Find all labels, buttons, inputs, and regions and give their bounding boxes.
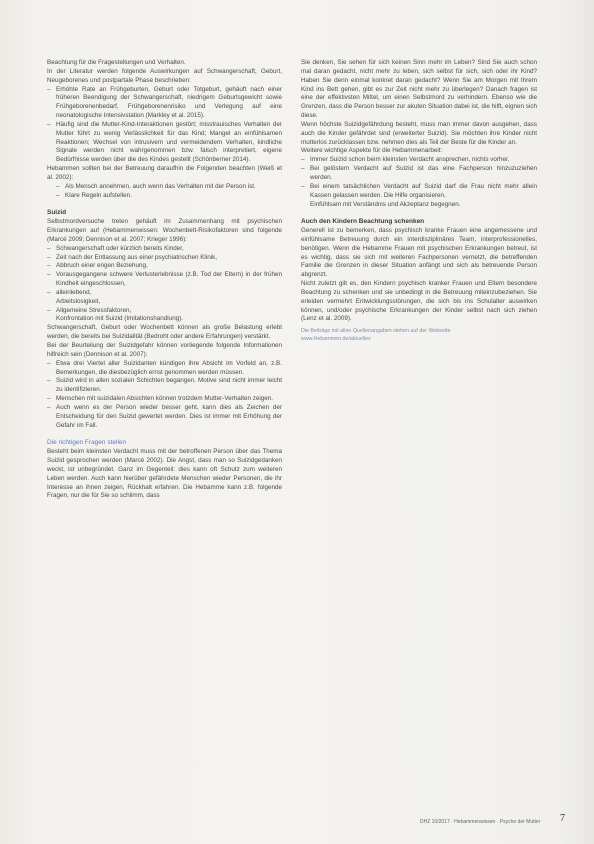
list-item: Arbeitslosigkeit, xyxy=(56,297,101,305)
list-item: – Schwangerschaft oder kürzlich bereits Kinder, xyxy=(47,245,282,254)
unclear-paragraph: Wenn höchste Suizidgefährdung besteht, muss man immer davon ausgehen, dass auch die Kinder gefährdet sind (erweiterter Suizid). Sie möchten ihre Kinder nicht mutterlos zurücklassen bzw. nehmen dies als Teil der Beste für die Kinder an. xyxy=(301,120,537,146)
suizid-intro: Selbstmordversuche treten gehäuft im Zusammenhang mit psychischen Erkrankungen auf (Hebammenwissen: Wochenbett-Risikofaktoren sind folgende (Marcé 2009; Dennison et al. 2007; Krieger 1996): xyxy=(47,218,282,243)
midwife-intro: Weitere wichtige Aspekte für die Hebammenarbeit: xyxy=(301,147,443,155)
assessment-list xyxy=(47,360,282,431)
list-item: Einfühlsam mit Verständnis und Akzeptanz begegnen. xyxy=(310,200,461,208)
list-item: Konfrontation mit Suizid (Imitationshandlung). xyxy=(56,315,184,323)
list-item: – Zeit nach der Entlassung aus einer psychiatrischen Klinik, xyxy=(47,254,282,263)
support-intro: Hebammen sollten bei der Betreuung daraufhin die Folgenden beachten (Weiß et al. 2002): xyxy=(47,165,282,181)
list-item: – Erhöhte Rate an Frühgeburten, Geburt oder Totgeburt, gehäuft nach einer früheren Beendigung der Schwangerschaft, niedrigem Geburtsgewicht sowie Frühgeborenenbedarf, Frühgeborenenrisiko und Verlegung auf eine neonatologische Intensivstation (Markley et al. 2015). xyxy=(47,86,282,121)
children-paragraph-2: Nicht zuletzt gilt es, den Kindern psychisch kranker Frauen und Eltern besondere Beachtung zu schenken und sie unbedingt in die Betreuung miteinzubeziehen. Sie erleiden vermehrt Entwicklungsstörungen, die sich bis ins Schulalter auswirken können, und/oder psychische Erkrankungen der Kinder selbst nach sich ziehen (Lenz et al. 2009). xyxy=(301,280,537,323)
midwife-list xyxy=(301,156,537,209)
source-caption-line-2: www.Hebammen.de/aktuelles xyxy=(301,335,371,342)
support-list xyxy=(47,183,282,201)
question-paragraph: Besteht beim kleinsten Verdacht muss mit der betroffenen Person über das Thema Suizid gesprochen werden (Marcé 2002). Die Angst, dass man so Suizidgedanken weckt, ist unbegründet. Ganz im Gegenteil: dies kann oft Schutz zum weiteren Leben werden. Auch kann hierüber gefährdete Menschen wieder Personen, die ihr Interesse an ihnen zeigen, Rückhalt erfahren. Die Hebamme kann z.B. folgende Fragen, nur die für Sie so schlimm, dass xyxy=(47,448,282,500)
list-item: – Immer Suizid schon beim kleinsten Verdacht ansprechen, nichts vorher. xyxy=(301,156,537,165)
pregnancy-paragraph: Schwangerschaft, Geburt oder Wochenbett können als große Belastung erlebt werden, die bereits bei Suizidalität (Bedroht oder andere Erfahrungen) verstärkt. xyxy=(47,324,282,341)
list-item: – alleinlebend, xyxy=(47,289,282,298)
spacer xyxy=(301,209,537,218)
list-item: – Bei gelöstem Verdacht auf Suizid ist das eine Fachperson hinzuzuziehen werden. xyxy=(301,165,537,183)
list-item: – Etwa drei Viertel aller Suizidanten kündigen ihre Absicht im Vorfeld an, z.B. Bemerkungen, die diesbezüglich ernst genommen werden müssen. xyxy=(47,360,282,378)
children-paragraph-1: Generell ist zu bemerken, dass psychisch kranke Frauen eine angemessene und einfühlsame Betreuung durch ein interdisziplinäres Team, interprofessionelles, benötigen. Wenn die Hebamme Frauen mit psychischen Erkrankungen betreut, ist es wichtig, dass sie sich mit weiteren Fachpersonen vernetzt, die betreffenden Familie die Grenzen in dieser Situation anfängt und sich als betreuende Person abgrenzt. xyxy=(301,227,537,279)
list-item: – Abbruch einer engen Beziehung, xyxy=(47,262,282,271)
intro-list xyxy=(47,86,282,166)
list-item: – Auch wenn es der Person wieder besser geht, kann dies als Zeichen der Entscheidung für den Suizid gewertet werden. Dies ist immer mit Erhöhung der Gefahr im Fall. xyxy=(47,404,282,431)
risk-list xyxy=(47,245,282,325)
assessment-intro: Bei der Beurteilung der Suizidgefahr können vorliegende folgende Informationen hilfreich sein (Dennison et al. 2007): xyxy=(47,342,282,358)
page-footer: DHZ 10/2017 · Hebammenwissen · Psyche der Mutter xyxy=(420,819,541,825)
section-heading-children: Auch den Kindern Beachtung schenken xyxy=(301,218,425,226)
spacer xyxy=(47,430,282,439)
page-number: 7 xyxy=(560,813,565,824)
spacer xyxy=(47,201,282,210)
section-heading-suizid: Suizid xyxy=(47,209,67,217)
list-item: – Klare Regeln aufstellen. xyxy=(47,192,282,201)
left-column xyxy=(47,59,282,501)
list-item: – Häufig sind die Mutter-Kind-Interaktionen gestört; misstrauisches Verhalten der Mutter führt zu wenig Verlässlichkeit für das Kind; Mangel an einfühlsamen Reaktionen; Wechsel von intrusivem und vermeidendem Verhalten, kindliche Signale werden nicht wahrgenommen bzw. falsch interpretiert, eigene Bedürfnisse werden über die des Kindes gestellt (Schönberner 2014). xyxy=(47,121,282,165)
list-item: – Vorausgegangene schwere Verlusterlebnisse (z.B. Tod der Eltern) in der frühen Kindheit eingeschlossen, xyxy=(47,271,282,289)
intro-line-2: In der Literatur werden folgende Auswirkungen auf Schwangerschaft, Geburt, Neugeborenes und postpartale Phase beschrieben: xyxy=(47,67,282,84)
source-caption-line-1: Die Beiträge mit allen Quellenangaben stehen auf der Webseite xyxy=(301,328,451,335)
subheading-questions: Die richtigen Fragen stellen xyxy=(47,439,127,447)
list-item: – Als Mensch annehmen, auch wenn das Verhalten mit der Person ist. xyxy=(47,183,282,192)
list-item: – Allgemeine Stressfaktoren, xyxy=(47,307,282,316)
list-item: – Bei einem tatsächlichen Verdacht auf Suizid darf die Frau nicht mehr allein Kassen gelassen werden. Die Hilfe organisieren. xyxy=(301,183,537,201)
list-item: – Suizid wird in allen sozialen Schichten begangen. Motive sind nicht immer leicht zu identifizieren. xyxy=(47,377,282,395)
list-item: – Menschen mit suizidalen Absichten können trotzdem Mutter-Verhalten zeigen. xyxy=(47,395,282,404)
continuation-paragraph: Sie denken, Sie sehen für sich keinen Sinn mehr im Leben? Sind Sie auch schon mal daran gedacht, nicht mehr zu leben, sich selbst für sich, sich oder ihr Kind? Haben Sie denn einmal konkret daran gedacht? Wenn Sie am Morgen mit Ihrem Kind ins Bett gehen, gibt es zur Zeit nicht mehr zu überlegen? Danach fragen ist eine der effektivsten Mittel, um einen Selbstmord zu verhindern. Ebenso wie die Grenzen, dass die Person besser zur akuten Situation dabei ist, die hilft, eignen sich diese. xyxy=(301,59,537,120)
intro-line-1: Beachtung für die Fragestellungen und Verhalten. xyxy=(47,59,186,66)
right-column xyxy=(301,59,537,343)
